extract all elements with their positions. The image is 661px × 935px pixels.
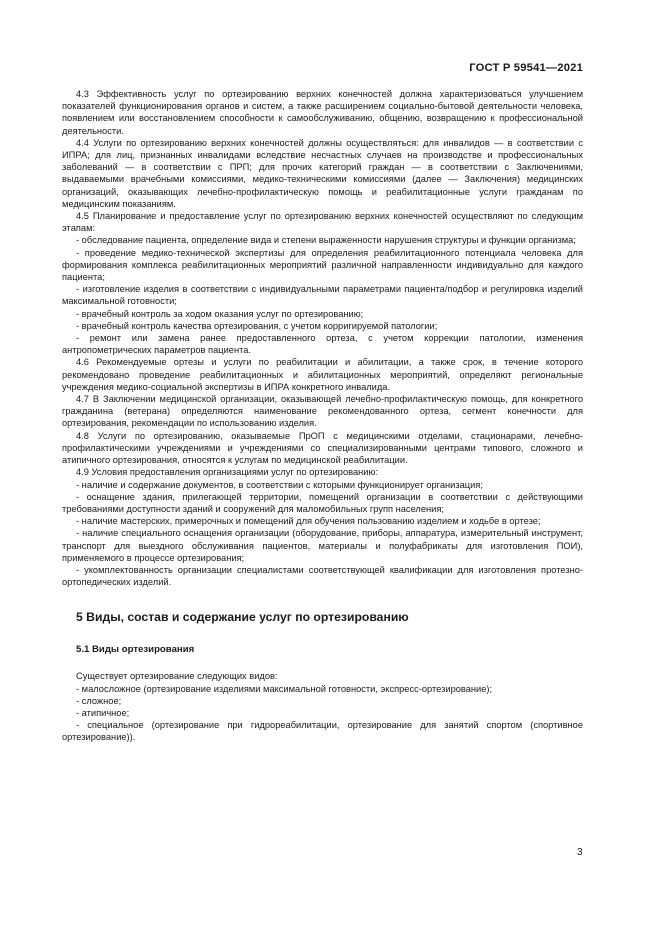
- document-code-header: ГОСТ Р 59541—2021: [469, 62, 583, 74]
- paragraph-4-4: 4.4 Услуги по ортезированию верхних конечностей должны осуществляться: для инвалидов — в соответствии с ИПРА; для лиц, признанных инвалидами вследствие несчастных случаев на производстве и профессиональных заболеваний — в соответствии с ПРП; для прочих категорий граждан — в соответствии с Заключениями, выдаваемыми врачебными комиссиями, медико-техническими комиссиями (далее — Заключения) медицинских организаций, оказывающих лечебно-профилактическую помощь и реабилитационные услуги гражданам по медицинским показаниям.: [62, 137, 583, 209]
- paragraph-4-9: 4.9 Условия предоставления организациями услуг по ортезированию:: [76, 467, 379, 478]
- page-number: 3: [577, 847, 583, 858]
- subsection-5-1-heading: 5.1 Виды ортезирования: [76, 644, 195, 656]
- list-item: - укомплектованность организации специалистами соответствующей квалификации для изготовления протезно-ортопедических изделий.: [62, 564, 583, 588]
- list-item: - изготовление изделия в соответствии с индивидуальными параметрами пациента/подбор и регулировка изделий максимальной готовности;: [62, 284, 583, 307]
- list-item: - врачебный контроль качества ортезирования, с учетом корригируемой патологии;: [76, 320, 438, 331]
- paragraph-5-1-intro: Существует ортезирование следующих видов:: [76, 671, 278, 682]
- paragraph-4-7: 4.7 В Заключении медицинской организации, оказывающей лечебно-профилактическую помощь, для конкретного гражданина (ветерана) определяются наименование рекомендованного ортеза, сегмент конечности для ортезирования, рекомендации по использованию изделия.: [62, 394, 583, 429]
- list-item: - наличие мастерских, примерочных и помещений для обучения пользованию изделием и ходьбе в ортезе;: [76, 516, 541, 527]
- list-item: - сложное;: [76, 695, 122, 706]
- list-item: - обследование пациента, определение вида и степени выраженности нарушения структуры и функции организма;: [76, 235, 576, 246]
- paragraph-4-5: 4.5 Планирование и предоставление услуг по ортезированию верхних конечностей осуществляют по следующим этапам:: [62, 211, 583, 234]
- document-body: [62, 88, 583, 744]
- list-item: - малосложное (ортезирование изделиями максимальной готовности, экспресс-ортезирование);: [76, 683, 493, 694]
- section-5-heading: 5 Виды, состав и содержание услуг по ортезированию: [76, 610, 409, 625]
- list-item: - врачебный контроль за ходом оказания услуг по ортезированию;: [76, 308, 364, 319]
- list-item: - наличие и содержание документов, в соответствии с которыми функционирует организация;: [76, 479, 483, 490]
- list-item: - специальное (ортезирование при гидрореабилитации, ортезирование для занятий спортом (спортивное ортезирование)).: [62, 720, 583, 743]
- list-item: - наличие специального оснащения организации (оборудование, приборы, аппаратура, измерительный инструмент, транспорт для выездного обслуживания пациентов, материалы и полуфабрикаты для изготовления ПОИ), применяемого в процессе ортезирования;: [62, 528, 583, 563]
- paragraph-4-6: 4.6 Рекомендуемые ортезы и услуги по реабилитации и абилитации, а также срок, в течение которого рекомендовано проведение реабилитационных и абилитационных мероприятий, определяют региональные учреждения медико-социальной экспертизы в ИПРА конкретного инвалида.: [62, 357, 583, 392]
- list-item: - проведение медико-технической экспертизы для определения реабилитационного потенциала человека для формирования комплекса реабилитационных мероприятий различной направленности индивидуально для каждого пациента;: [62, 247, 583, 283]
- paragraph-4-8: 4.8 Услуги по ортезированию, оказываемые ПрОП с медицинскими отделами, стационарами, лечебно-профилактическими учреждениями и учреждениями со специализированными центрами типового, сложного и атипичного ортезирования, относятся к услугам по медицинской реабилитации.: [62, 430, 583, 466]
- paragraph-4-3: 4.3 Эффективность услуг по ортезированию верхних конечностей должна характеризоваться улучшением показателей функционирования органов и систем, а также расширением социально-бытовой деятельности человека, появлением или восстановлением способности к самообслуживанию, общению, возвращению к профессиональной деятельности.: [62, 89, 583, 136]
- list-item: - атипичное;: [76, 707, 130, 718]
- list-item: - ремонт или замена ранее предоставленного ортеза, с учетом коррекции патологии, изменения антропометрических параметров пациента.: [62, 333, 583, 356]
- list-item: - оснащение здания, прилегающей территории, помещений организации в соответствии с действующими требованиями доступности зданий и сооружений для маломобильных групп населения;: [62, 491, 583, 514]
